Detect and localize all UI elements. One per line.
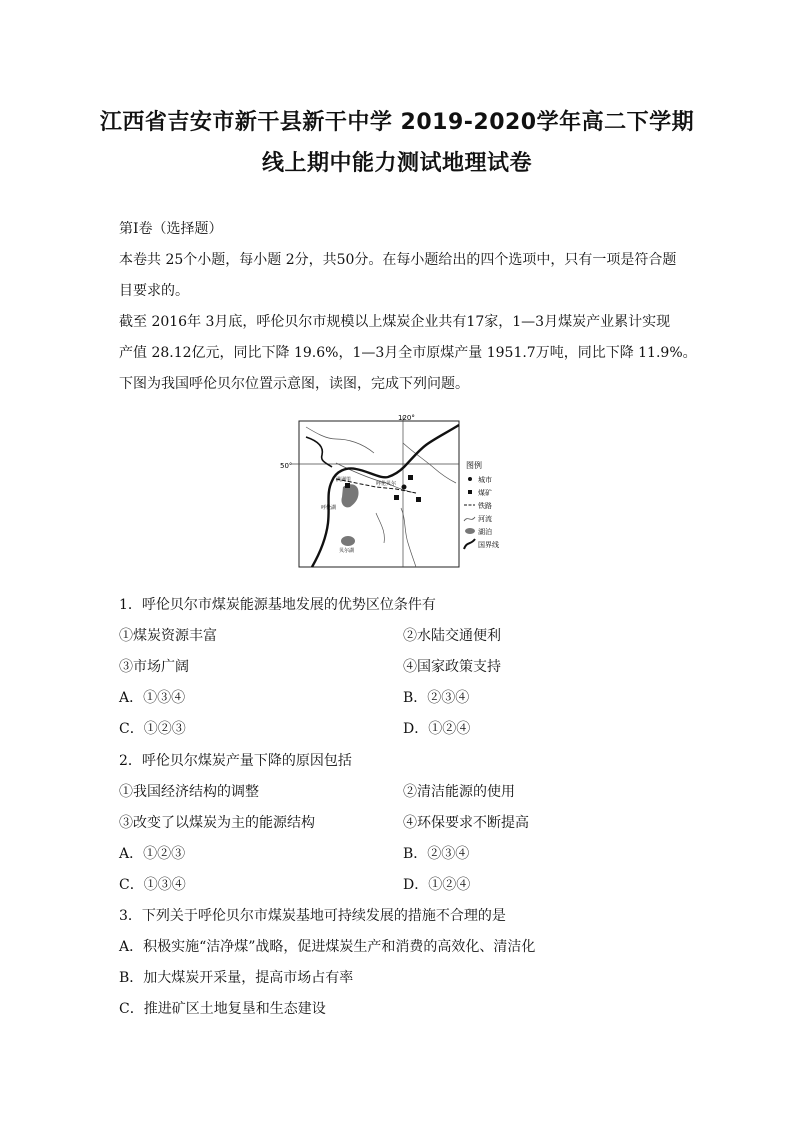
legend-mine: 煤矿 xyxy=(478,489,492,497)
q2-statement-1: ①我国经济结构的调整 xyxy=(119,784,259,800)
legend-river: 河流 xyxy=(478,515,492,523)
q1-option-d[interactable]: D．①②④ xyxy=(403,721,471,737)
legend-lake-icon xyxy=(465,528,475,534)
passage-line2: 产值 28.12亿元，同比下降 19.6%，1—3月全市原煤产量 1951.7万吨，同比下降 11.9%。 xyxy=(119,345,697,361)
lat-label: 50° xyxy=(280,462,293,470)
section-heading: 第Ⅰ卷（选择题） xyxy=(119,221,223,237)
legend-border: 国界线 xyxy=(478,541,499,549)
q1-option-a[interactable]: A．①③④ xyxy=(119,690,186,706)
legend-lake: 湖泊 xyxy=(478,528,492,536)
legend-city: 城市 xyxy=(478,476,492,484)
legend-border-icon xyxy=(464,539,475,549)
instructions-line2: 目要求的。 xyxy=(119,283,189,299)
coal-mine-marker-4 xyxy=(416,497,421,502)
legend-city-icon xyxy=(468,477,472,481)
q1-statement-2: ②水陆交通便利 xyxy=(403,628,501,644)
q1-stem: 1．呼伦贝尔市煤炭能源基地发展的优势区位条件有 xyxy=(119,597,436,613)
q2-statement-2: ②清洁能源的使用 xyxy=(403,784,515,800)
coal-mine-marker-1 xyxy=(345,483,350,488)
q1-statement-1: ①煤炭资源丰富 xyxy=(119,628,217,644)
q1-option-b[interactable]: B．②③④ xyxy=(403,690,470,706)
q1-option-c[interactable]: C．①②③ xyxy=(119,721,186,737)
q3-option-b[interactable]: B．加大煤炭开采量，提高市场占有率 xyxy=(119,970,354,986)
instructions-line1: 本卷共 25个小题，每小题 2分，共50分。在每小题给出的四个选项中，只有一项是符合题 xyxy=(119,252,677,268)
river-5 xyxy=(376,513,384,543)
q3-stem: 3．下列关于呼伦贝尔市煤炭基地可持续发展的措施不合理的是 xyxy=(119,908,506,924)
exam-title-line1: 江西省吉安市新干县新干中学 2019-2020学年高二下学期 xyxy=(99,110,695,135)
map-label-hulun-lake: 呼伦湖 xyxy=(321,505,337,511)
exam-title-line2: 线上期中能力测试地理试卷 xyxy=(261,151,532,176)
legend-railway: 铁路 xyxy=(478,502,492,510)
q2-option-d[interactable]: D．①②④ xyxy=(403,877,471,893)
river-3 xyxy=(306,427,374,453)
legend-river-icon xyxy=(464,517,475,521)
map-label-buir-lake: 贝尔湖 xyxy=(339,548,355,554)
legend-title: 图例 xyxy=(466,461,482,470)
passage-line1: 截至 2016年 3月底，呼伦贝尔市规模以上煤炭企业共有17家，1—3月煤炭产业累计实现 xyxy=(119,314,671,330)
national-border-north xyxy=(306,437,332,467)
q2-option-c[interactable]: C．①③④ xyxy=(119,877,186,893)
map-label-hulunbuir: 呼伦贝尔 xyxy=(376,481,397,487)
q1-statement-3: ③市场广阔 xyxy=(119,659,189,675)
q3-option-c[interactable]: C．推进矿区土地复垦和生态建设 xyxy=(119,1001,326,1017)
city-marker xyxy=(402,485,407,490)
legend-mine-icon xyxy=(468,490,472,494)
lon-label: 120° xyxy=(398,414,415,422)
q2-option-b[interactable]: B．②③④ xyxy=(403,846,470,862)
q1-statement-4: ④国家政策支持 xyxy=(403,659,501,675)
q2-option-a[interactable]: A．①②③ xyxy=(119,846,186,862)
hulunbuir-location-map xyxy=(276,413,520,573)
coal-mine-marker-3 xyxy=(394,495,399,500)
q2-statement-4: ④环保要求不断提高 xyxy=(403,815,529,831)
buir-lake-shape xyxy=(341,536,355,546)
q2-stem: 2．呼伦贝尔煤炭产量下降的原因包括 xyxy=(119,753,352,769)
q2-statement-3: ③改变了以煤炭为主的能源结构 xyxy=(119,815,315,831)
national-border xyxy=(312,425,459,567)
coal-mine-marker-2 xyxy=(408,475,413,480)
q3-option-a[interactable]: A．积极实施“洁净煤”战略，促进煤炭生产和消费的高效化、清洁化 xyxy=(119,939,536,955)
passage-line3: 下图为我国呼伦贝尔位置示意图，读图，完成下列问题。 xyxy=(119,376,469,392)
map-label-manzhouli: 满洲里 xyxy=(336,477,352,483)
